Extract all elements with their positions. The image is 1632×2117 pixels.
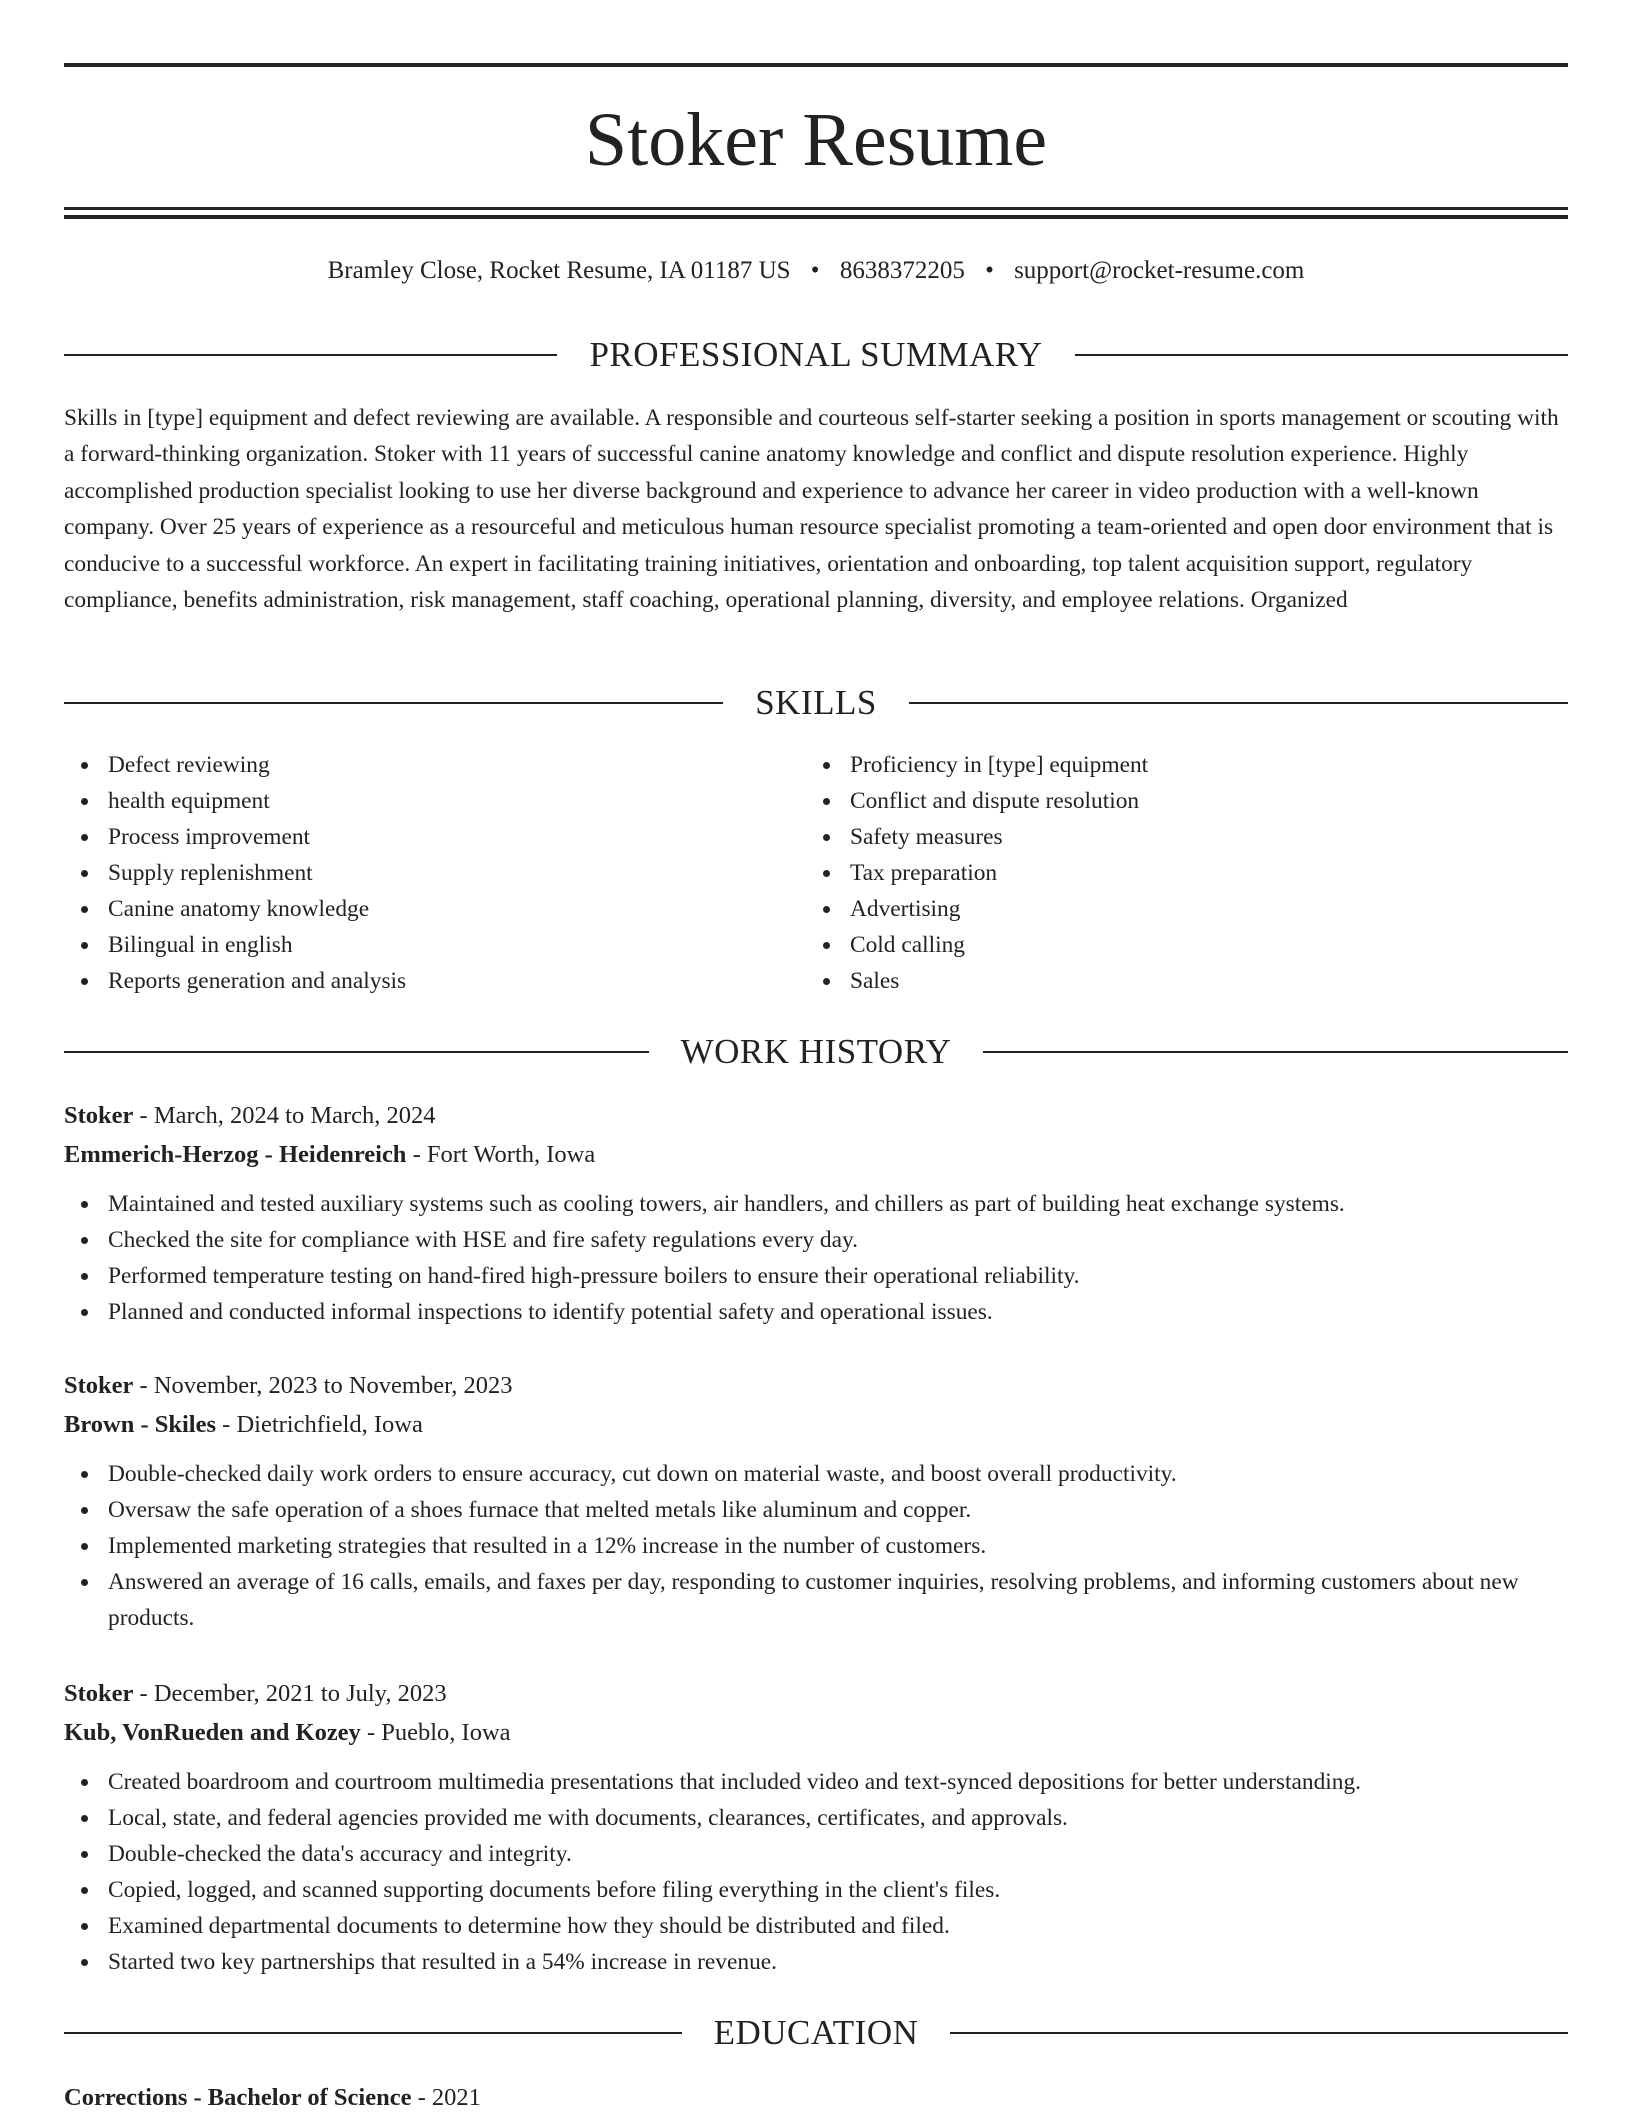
contact-separator: • <box>810 257 820 284</box>
dash-separator: - <box>406 1141 427 1168</box>
skill-item: Process improvement <box>64 819 764 855</box>
job-bullet: Double-checked daily work orders to ensure accuracy, cut down on material waste, and boost overall productivity. <box>64 1456 1568 1492</box>
section-rule-left <box>64 702 723 704</box>
education-year: 2021 <box>431 2084 481 2111</box>
section-title-summary: PROFESSIONAL SUMMARY <box>589 335 1043 374</box>
job-bullet: Double-checked the data's accuracy and integrity. <box>64 1836 1568 1872</box>
skill-item: Safety measures <box>806 819 1546 855</box>
job-entry <box>64 1096 1568 1330</box>
contact-address: Bramley Close, Rocket Resume, IA 01187 US <box>327 257 791 284</box>
skill-item: health equipment <box>64 783 764 819</box>
section-rule-right <box>983 1051 1568 1053</box>
job-bullet: Planned and conducted informal inspections to identify potential safety and operational issues. <box>64 1294 1568 1330</box>
education-entry <box>64 2078 481 2117</box>
job-company-line <box>64 1713 1568 1752</box>
contact-separator: • <box>985 257 994 284</box>
section-rule-left <box>64 2032 682 2034</box>
job-bullet: Performed temperature testing on hand-fired high-pressure boilers to ensure their operational reliability. <box>64 1258 1568 1294</box>
section-rule-left <box>64 354 557 356</box>
section-rule-left <box>64 1051 649 1053</box>
section-rule-right <box>950 2032 1568 2034</box>
contact-email: support@rocket-resume.com <box>1014 257 1305 284</box>
job-entry <box>64 1366 1568 1636</box>
job-title-line <box>64 1096 1568 1135</box>
job-company-line <box>64 1405 1568 1444</box>
section-rule-right <box>909 702 1568 704</box>
job-entry <box>64 1674 1568 1980</box>
job-bullet: Examined departmental documents to determine how they should be distributed and filed. <box>64 1908 1568 1944</box>
skill-item: Defect reviewing <box>64 747 764 783</box>
skill-item: Conflict and dispute resolution <box>806 783 1546 819</box>
section-title-education: EDUCATION <box>713 2013 919 2052</box>
dash-separator: - <box>133 1680 154 1707</box>
job-bullets <box>64 1764 1568 1980</box>
job-location: Fort Worth, Iowa <box>426 1141 596 1168</box>
job-title: Stoker <box>64 1680 134 1707</box>
skill-item: Supply replenishment <box>64 855 764 891</box>
job-dates: March, 2024 to March, 2024 <box>153 1102 436 1129</box>
section-header-education <box>64 2008 1568 2058</box>
job-company: Emmerich-Herzog - Heidenreich <box>64 1141 407 1168</box>
job-bullet: Maintained and tested auxiliary systems such as cooling towers, air handlers, and chillers as part of building heat exchange systems. <box>64 1186 1568 1222</box>
job-company: Brown - Skiles <box>64 1411 217 1438</box>
job-bullet: Created boardroom and courtroom multimedia presentations that included video and text-synced depositions for better understanding. <box>64 1764 1568 1800</box>
job-title-line <box>64 1674 1568 1713</box>
dash-separator: - <box>360 1719 382 1746</box>
job-bullet: Answered an average of 16 calls, emails, and faxes per day, responding to customer inquiries, resolving problems, and informing customers about new products. <box>64 1564 1568 1636</box>
job-bullet: Checked the site for compliance with HSE and fire safety regulations every day. <box>64 1222 1568 1258</box>
job-bullet: Implemented marketing strategies that resulted in a 12% increase in the number of customers. <box>64 1528 1568 1564</box>
contact-phone: 8638372205 <box>839 257 965 284</box>
job-title: Stoker <box>64 1372 134 1399</box>
section-title-skills: SKILLS <box>755 683 877 722</box>
skill-item: Cold calling <box>806 927 1546 963</box>
job-company: Kub, VonRueden and Kozey <box>64 1719 361 1746</box>
job-bullet: Oversaw the safe operation of a shoes furnace that melted metals like aluminum and copper. <box>64 1492 1568 1528</box>
job-bullet: Copied, logged, and scanned supporting documents before filing everything in the client's files. <box>64 1872 1568 1908</box>
skill-item: Tax preparation <box>806 855 1546 891</box>
job-bullet: Started two key partnerships that resulted in a 54% increase in revenue. <box>64 1944 1568 1980</box>
contact-line <box>64 253 1568 289</box>
skill-item: Bilingual in english <box>64 927 764 963</box>
skills-list-right <box>806 747 1546 999</box>
section-rule-right <box>1075 354 1568 356</box>
resume-title: Stoker Resume <box>584 98 1048 182</box>
header-top-rule <box>64 63 1568 67</box>
education-degree: Corrections - Bachelor of Science <box>64 2084 412 2111</box>
header-double-rule-upper <box>64 207 1568 210</box>
job-location: Dietrichfield, Iowa <box>236 1411 423 1438</box>
job-location: Pueblo, Iowa <box>381 1719 511 1746</box>
section-header-work-history <box>64 1027 1568 1077</box>
skill-item: Proficiency in [type] equipment <box>806 747 1546 783</box>
dash-separator: - <box>133 1102 154 1129</box>
skill-item: Sales <box>806 963 1546 999</box>
job-bullet: Local, state, and federal agencies provided me with documents, clearances, certificates, and approvals. <box>64 1800 1568 1836</box>
skill-item: Advertising <box>806 891 1546 927</box>
job-bullets <box>64 1456 1568 1636</box>
job-bullets <box>64 1186 1568 1330</box>
dash-separator: - <box>133 1372 154 1399</box>
skill-item: Canine anatomy knowledge <box>64 891 764 927</box>
job-company-line <box>64 1135 1568 1174</box>
dash-separator: - <box>216 1411 237 1438</box>
header-double-rule-lower <box>64 215 1568 219</box>
job-title-line <box>64 1366 1568 1405</box>
dash-separator: - <box>411 2084 432 2111</box>
job-title: Stoker <box>64 1102 134 1129</box>
summary-text: Skills in [type] equipment and defect reviewing are available. A responsible and courteous self-starter seeking a position in sports management or scouting with a forward-thinking organization. Stoker with 11 years of successful canine anatomy knowledge and conflict and dispute resolution experience. Highly accomplished production specialist looking to use her diverse background and experience to advance her career in video production with a well-known company. Over 25 years of experience as a resourceful and meticulous human resource specialist promoting a team-oriented and open door environment that is conducive to a successful workforce. An expert in facilitating training initiatives, orientation and onboarding, top talent acquisition support, regulatory compliance, benefits administration, risk management, staff coaching, operational planning, diversity, and employee relations. Organized <box>64 405 1559 614</box>
section-header-summary <box>64 330 1568 380</box>
section-header-skills <box>64 678 1568 728</box>
job-dates: November, 2023 to November, 2023 <box>153 1372 513 1399</box>
job-dates: December, 2021 to July, 2023 <box>153 1680 447 1707</box>
section-title-work-history: WORK HISTORY <box>680 1032 952 1071</box>
skills-list-left <box>64 747 764 999</box>
skill-item: Reports generation and analysis <box>64 963 764 999</box>
